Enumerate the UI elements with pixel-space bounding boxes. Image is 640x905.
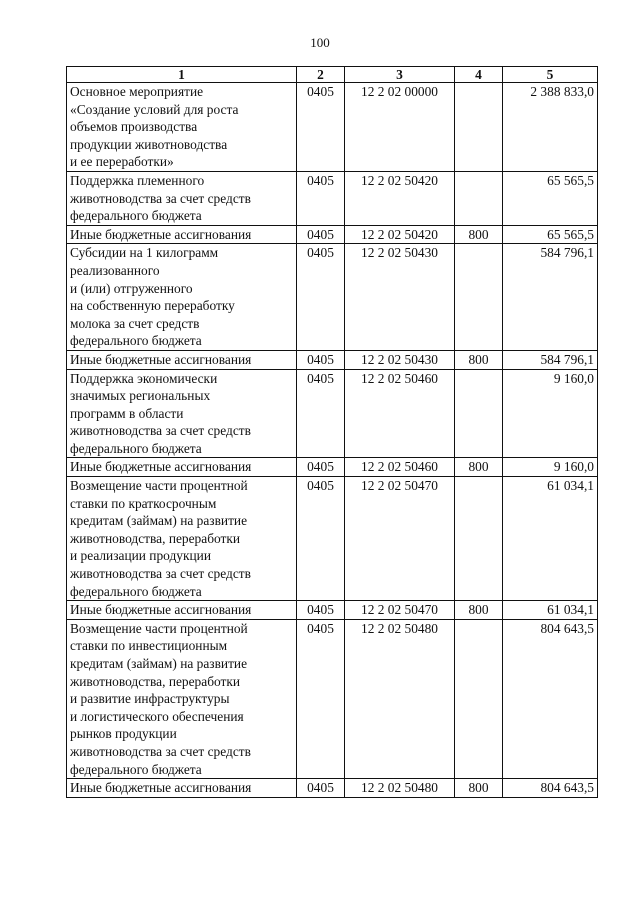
row-section: 0405	[297, 225, 345, 244]
row-section: 0405	[297, 619, 345, 778]
row-type: 800	[455, 458, 503, 477]
table-row	[67, 244, 598, 351]
row-amount: 61 034,1	[503, 601, 598, 620]
row-type	[455, 83, 503, 172]
row-code: 12 2 02 50460	[345, 369, 455, 458]
row-name: Основное мероприятие «Создание условий для роста объемов производства продукции животноводства и ее переработки»	[67, 83, 297, 172]
table-row	[67, 350, 598, 369]
row-type: 800	[455, 779, 503, 798]
col-header-1: 1	[67, 67, 297, 83]
row-type: 800	[455, 601, 503, 620]
table-row	[67, 779, 598, 798]
row-amount: 9 160,0	[503, 369, 598, 458]
row-name: Возмещение части процентной ставки по инвестиционным кредитам (займам) на развитие животноводства, переработки и развитие инфраструктуры и логистического обеспечения рынков продукции животноводства за счет средств федерального бюджета	[67, 619, 297, 778]
table-row	[67, 458, 598, 477]
row-section: 0405	[297, 369, 345, 458]
row-type	[455, 244, 503, 351]
row-code: 12 2 02 50480	[345, 619, 455, 778]
row-code: 12 2 02 50470	[345, 477, 455, 601]
row-amount: 61 034,1	[503, 477, 598, 601]
row-section: 0405	[297, 83, 345, 172]
row-name: Возмещение части процентной ставки по краткосрочным кредитам (займам) на развитие животноводства, переработки и реализации продукции животноводства за счет средств федерального бюджета	[67, 477, 297, 601]
budget-table	[66, 66, 598, 798]
row-code: 12 2 02 50430	[345, 244, 455, 351]
row-code: 12 2 02 50470	[345, 601, 455, 620]
row-name: Поддержка экономически значимых региональных программ в области животноводства за счет средств федерального бюджета	[67, 369, 297, 458]
row-name: Иные бюджетные ассигнования	[67, 458, 297, 477]
row-section: 0405	[297, 779, 345, 798]
row-code: 12 2 02 50420	[345, 225, 455, 244]
row-code: 12 2 02 00000	[345, 83, 455, 172]
row-amount: 2 388 833,0	[503, 83, 598, 172]
row-name: Поддержка племенного животноводства за счет средств федерального бюджета	[67, 171, 297, 225]
row-amount: 584 796,1	[503, 244, 598, 351]
col-header-2: 2	[297, 67, 345, 83]
row-amount: 804 643,5	[503, 779, 598, 798]
col-header-5: 5	[503, 67, 598, 83]
row-section: 0405	[297, 244, 345, 351]
row-name: Иные бюджетные ассигнования	[67, 225, 297, 244]
row-amount: 804 643,5	[503, 619, 598, 778]
row-type	[455, 619, 503, 778]
row-section: 0405	[297, 458, 345, 477]
table-row	[67, 171, 598, 225]
row-section: 0405	[297, 171, 345, 225]
table-row	[67, 369, 598, 458]
row-name: Субсидии на 1 килограмм реализованного и (или) отгруженного на собственную переработку молока за счет средств федерального бюджета	[67, 244, 297, 351]
page-number: 100	[310, 35, 330, 50]
row-section: 0405	[297, 350, 345, 369]
table-row	[67, 601, 598, 620]
row-code: 12 2 02 50430	[345, 350, 455, 369]
header-row	[67, 67, 598, 83]
row-amount: 65 565,5	[503, 225, 598, 244]
row-type: 800	[455, 350, 503, 369]
table-row	[67, 83, 598, 172]
row-type	[455, 477, 503, 601]
row-type	[455, 171, 503, 225]
row-name: Иные бюджетные ассигнования	[67, 779, 297, 798]
row-name: Иные бюджетные ассигнования	[67, 601, 297, 620]
col-header-4: 4	[455, 67, 503, 83]
row-section: 0405	[297, 601, 345, 620]
table-row	[67, 225, 598, 244]
row-amount: 65 565,5	[503, 171, 598, 225]
row-code: 12 2 02 50420	[345, 171, 455, 225]
row-code: 12 2 02 50460	[345, 458, 455, 477]
col-header-3: 3	[345, 67, 455, 83]
row-amount: 9 160,0	[503, 458, 598, 477]
row-code: 12 2 02 50480	[345, 779, 455, 798]
row-amount: 584 796,1	[503, 350, 598, 369]
row-name: Иные бюджетные ассигнования	[67, 350, 297, 369]
table-row	[67, 619, 598, 778]
row-type: 800	[455, 225, 503, 244]
table-row	[67, 477, 598, 601]
row-section: 0405	[297, 477, 345, 601]
row-type	[455, 369, 503, 458]
